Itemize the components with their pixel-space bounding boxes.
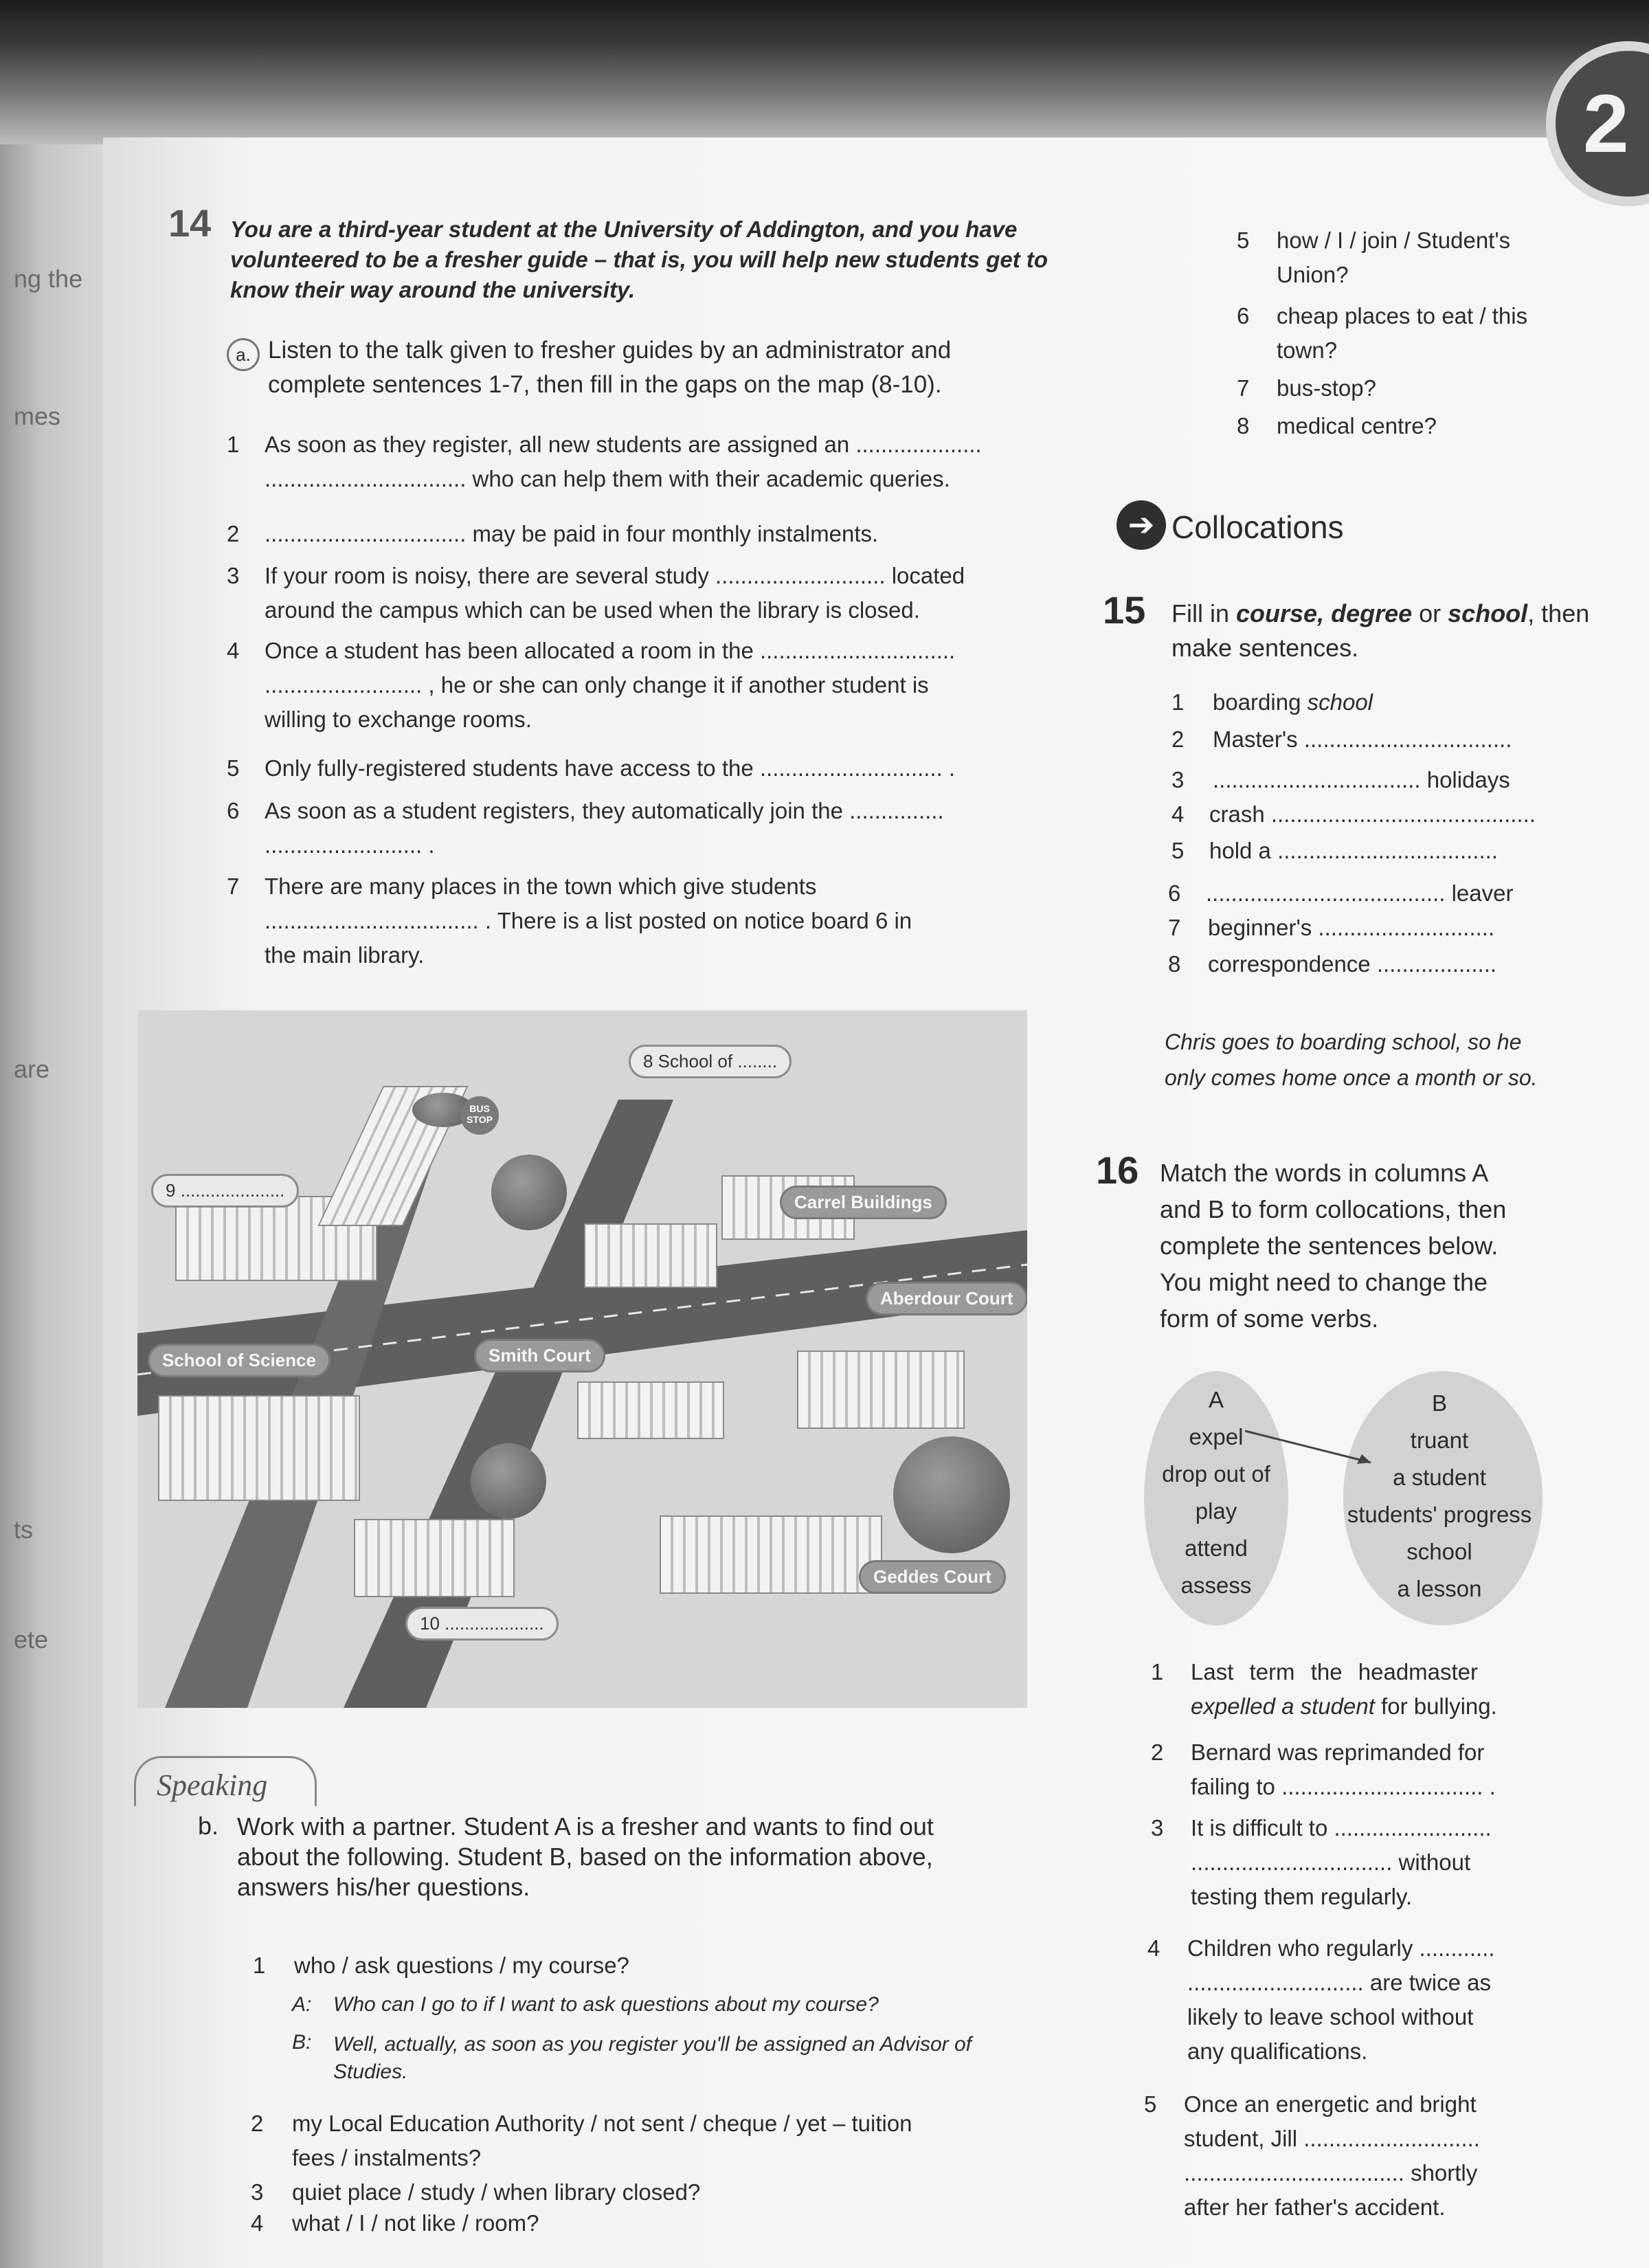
campus-map	[137, 1010, 1027, 1708]
ex15-item-3: 3 ................................. holidays	[1171, 767, 1510, 792]
edge-fragment: ts	[14, 1515, 34, 1544]
map-label-9: 9 .....................	[151, 1174, 299, 1208]
example-b-text: Well, actually, as soon as you register you'll be assigned an Advisor of Studies.	[333, 2033, 972, 2083]
exercise-14-number: 14	[168, 201, 212, 245]
exercise-14-intro: You are a third-year student at the University of Addington, and you have volunteered to be a fresher guide – that is, you will help new students get to know their way around the university.	[230, 216, 1048, 302]
example-a-text: Who can I go to if I want to ask questions about my course?	[333, 1993, 879, 2016]
ex16-sentence-2: 2 Bernard was reprimanded for failing to ................................ .	[1151, 1739, 1496, 1799]
edge-fragment: are	[14, 1055, 50, 1083]
ex14-item-1: 1 As soon as they register, all new students are assigned an .................... ................................ who can help them with their academic queries.	[227, 432, 982, 491]
example-b-label: B:	[292, 2031, 312, 2054]
building	[660, 1515, 882, 1594]
ex16-sentence-1: 1 Last term the headmaster expelled a student for bullying.	[1151, 1659, 1497, 1719]
speaking-item-3: 3 quiet place / study / when library closed?	[251, 2179, 701, 2205]
book-spine	[0, 0, 103, 2268]
exercise-15-instruction: Fill in course, degree or school, then make sentences.	[1171, 599, 1590, 662]
ex16-sentence-5: 5 Once an energetic and bright student, Jill ............................ ................................... shortly after her father's accident.	[1144, 2091, 1480, 2220]
speaking-item-1: 1 who / ask questions / my course?	[253, 1953, 629, 1978]
building	[577, 1381, 724, 1439]
ex14-item-3: 3 If your room is noisy, there are several study ........................... located around the campus which can be used when the library is closed.	[227, 563, 965, 623]
ex14-item-5: 5 Only fully-registered students have access to the ............................. .	[227, 755, 956, 781]
map-label-8: 8 School of ........	[629, 1045, 792, 1078]
speaking-b-instruction: Work with a partner. Student A is a fresher and wants to find out about the following. Student B, based on the information above, answers his/her questions.	[237, 1812, 934, 1901]
edge-fragment: mes	[14, 402, 61, 430]
map-label-10: 10 ....................	[405, 1607, 559, 1641]
building	[158, 1395, 360, 1501]
exercise-15-example: Chris goes to boarding school, so he only comes home once a month or so.	[1165, 1030, 1538, 1090]
edge-fragment: ete	[14, 1625, 49, 1654]
speaking-b-label: b.	[198, 1812, 219, 1840]
column-a: A expel drop out of play attend assess	[1162, 1387, 1270, 1598]
tree	[471, 1443, 546, 1519]
tree	[893, 1436, 1010, 1553]
ex14-item-4: 4 Once a student has been allocated a room in the ............................... ......................... , he or she can only change it if another student is willing to exchange rooms.	[227, 638, 956, 732]
arrow-right-icon: ➔	[1117, 500, 1166, 550]
exercise-16-number: 16	[1096, 1148, 1139, 1192]
ex16-sentence-3: 3 It is difficult to ......................... ................................ without testing them regularly.	[1151, 1815, 1492, 1909]
map-label-school-of-science: School of Science	[148, 1344, 330, 1377]
building	[584, 1223, 717, 1288]
ex15-item-6: 6 ...................................... leaver	[1168, 880, 1514, 906]
exercise-15-number: 15	[1103, 588, 1146, 632]
column-b: B truant a student students' progress school a lesson	[1347, 1390, 1532, 1601]
ex15-item-1: 1 boarding school	[1171, 689, 1373, 715]
ex14-item-6: 6 As soon as a student registers, they automatically join the ............... ......................... .	[227, 798, 944, 858]
edge-fragment: ng the	[14, 265, 83, 293]
page-top-shadow	[0, 0, 1649, 144]
ex15-item-4: 4 crash ..........................................	[1171, 801, 1536, 827]
collocations-heading: Collocations	[1171, 509, 1344, 545]
map-label-smith-court: Smith Court	[474, 1339, 605, 1372]
building	[797, 1350, 965, 1429]
ex15-item-7: 7 beginner's ............................	[1168, 915, 1495, 940]
speaking-heading: Speaking	[157, 1768, 268, 1802]
tree	[491, 1155, 567, 1230]
speaking-item-5: 5 how / I / join / Student's Union?	[1237, 227, 1511, 287]
speaking-item-8: 8 medical centre?	[1237, 413, 1437, 438]
unit-number-badge: 2	[1546, 41, 1649, 206]
speaking-item-7: 7 bus-stop?	[1237, 375, 1376, 401]
speaking-item-6: 6 cheap places to eat / this town?	[1237, 303, 1528, 363]
ex14-item-2: 2 ................................ may be paid in four monthly instalments.	[227, 521, 879, 546]
ex15-item-5: 5 hold a ...................................	[1171, 838, 1498, 863]
ex14-item-7: 7 There are many places in the town which give students .................................. . There is a list posted on notice board 6 in the main library.	[227, 874, 912, 968]
map-label-aberdour-court: Aberdour Court	[866, 1282, 1027, 1315]
map-label-carrel-buildings: Carrel Buildings	[780, 1186, 947, 1219]
map-label-geddes-court: Geddes Court	[859, 1560, 1006, 1594]
bus-stop-sign: BUS STOP	[460, 1096, 499, 1135]
speaking-item-2: 2 my Local Education Authority / not sent / cheque / yet – tuition fees / instalments?	[251, 2111, 912, 2170]
exercise-14a-instruction: Listen to the talk given to fresher guides by an administrator and complete sentences 1-7, then fill in the gaps on the map (8-10).	[268, 337, 952, 398]
audio-icon: a.	[227, 338, 260, 371]
ex15-item-8: 8 correspondence ...................	[1168, 951, 1497, 977]
ex15-item-2: 2 Master's .................................	[1171, 726, 1512, 752]
example-a-label: A:	[292, 1993, 312, 2016]
building	[354, 1519, 515, 1597]
ex16-sentence-4: 4 Children who regularly ............ ............................ are twice as likely to leave school without any qualifications.	[1147, 1935, 1495, 2064]
exercise-16-instruction: Match the words in columns A and B to form collocations, then complete the sentences below. You might need to change the form of some verbs.	[1160, 1159, 1507, 1333]
speaking-item-4: 4 what / I / not like / room?	[251, 2210, 539, 2236]
